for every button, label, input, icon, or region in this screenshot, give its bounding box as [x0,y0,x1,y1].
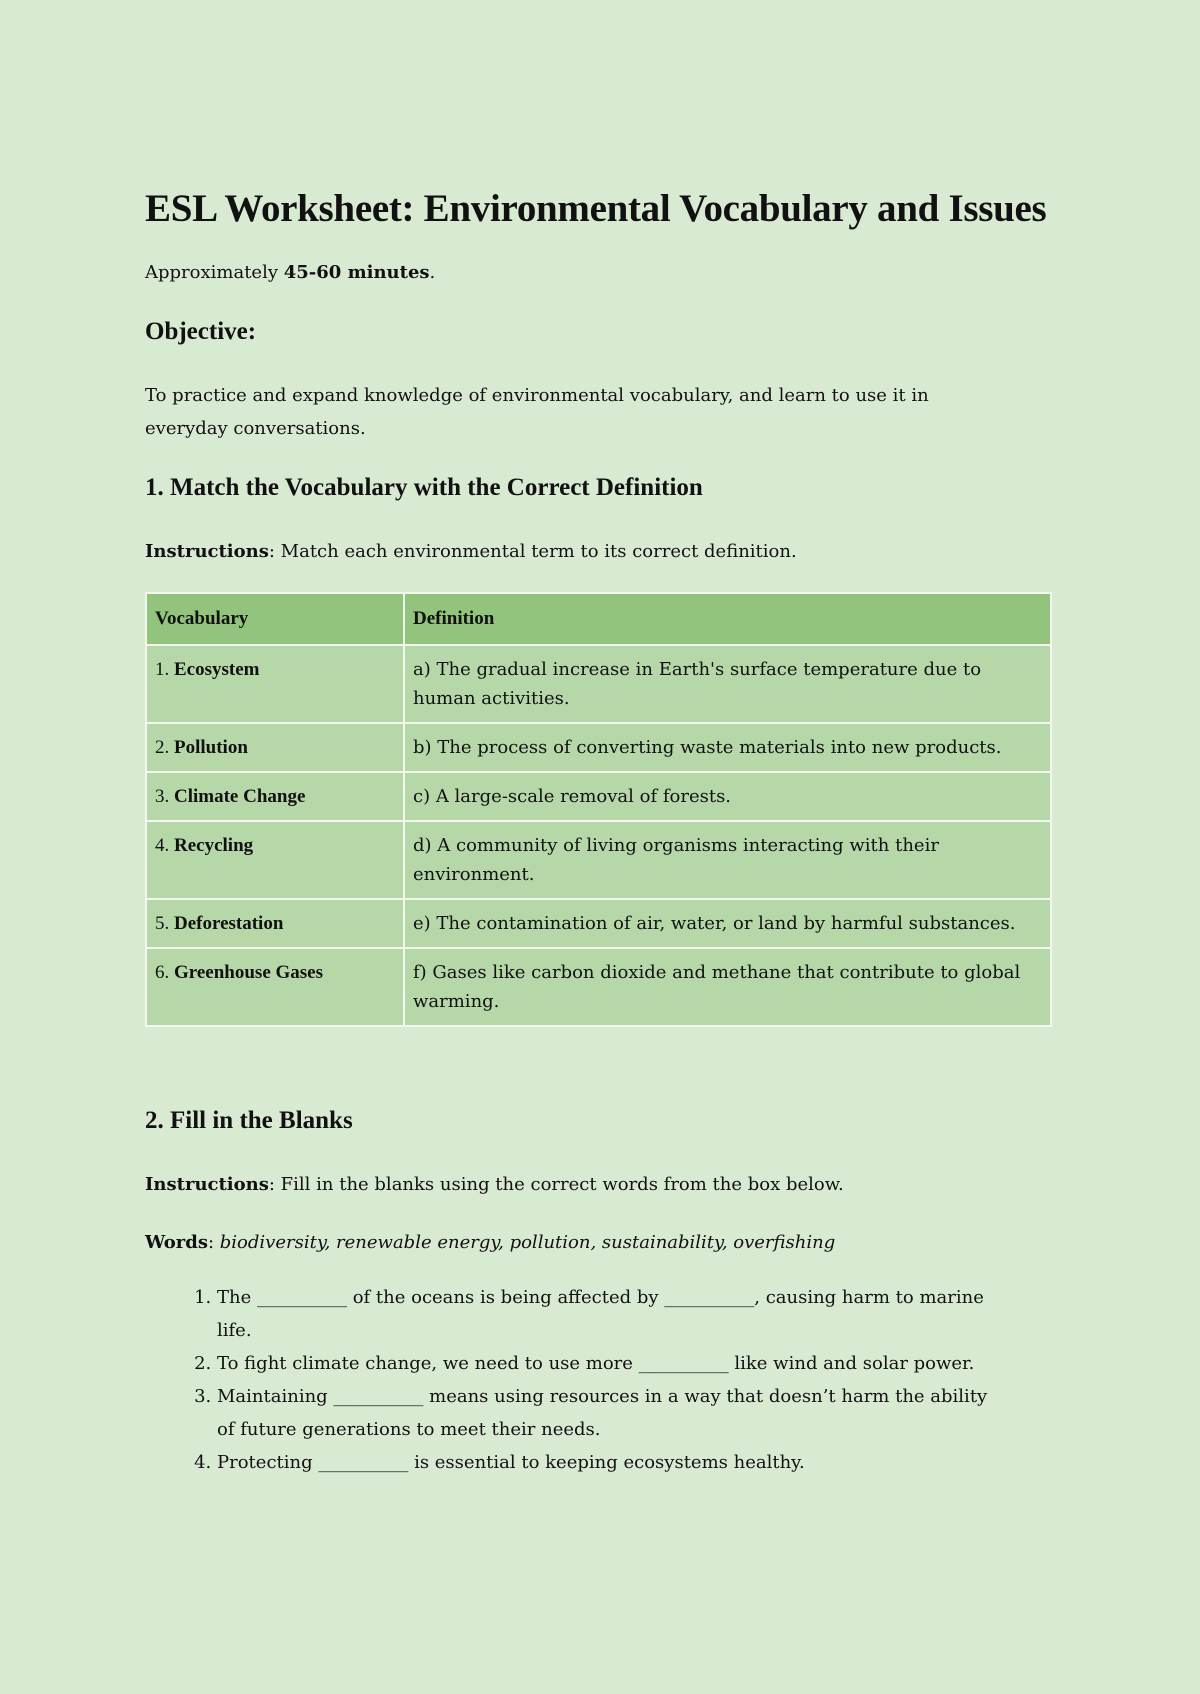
term-number: 6. [155,962,174,983]
table-row [146,821,1051,899]
section2-heading: 2. Fill in the Blanks [145,1107,353,1134]
duration-prefix: Approximately [145,262,284,283]
word-bank-label: Words [145,1232,208,1253]
section2-instructions-label: Instructions [145,1174,269,1195]
term-number: 4. [155,835,174,856]
term-name: Greenhouse Gases [174,962,324,983]
section1-instructions-label: Instructions [145,541,269,562]
duration-value: 45-60 minutes [283,262,430,283]
word-bank-separator: : [207,1232,220,1253]
term-number: 3. [155,786,174,807]
duration-line [145,256,435,289]
column-header-vocabulary: Vocabulary [146,593,404,645]
duration-suffix: . [429,262,436,283]
section1-heading: 1. Match the Vocabulary with the Correct Definition [145,474,703,501]
page-title: ESL Worksheet: Environmental Vocabulary and Issues [145,187,1047,230]
vocabulary-cell [146,899,404,948]
definition-cell: b) The process of converting waste materials into new products. [404,723,1051,772]
list-item: 2. To fight climate change, we need to use more __________ like wind and solar power. [217,1347,997,1380]
table-row [146,899,1051,948]
vocabulary-cell [146,772,404,821]
definition-cell: c) A large-scale removal of forests. [404,772,1051,821]
term-number: 2. [155,737,174,758]
definition-cell: f) Gases like carbon dioxide and methane that contribute to global warming. [404,948,1051,1026]
table-row [146,645,1051,723]
table-header-row [146,593,1051,645]
table-row [146,772,1051,821]
definition-cell: e) The contamination of air, water, or land by harmful substances. [404,899,1051,948]
vocabulary-cell [146,821,404,899]
definition-cell: a) The gradual increase in Earth's surface temperature due to human activities. [404,645,1051,723]
vocabulary-table [145,592,1052,1027]
table-row [146,723,1051,772]
objective-text: To practice and expand knowledge of environmental vocabulary, and learn to use it in everyday conversations. [145,385,929,439]
section1-instructions-text: : Match each environmental term to its correct definition. [268,541,797,562]
fill-in-list [145,1281,997,1479]
section2-instructions [145,1168,844,1201]
section1-instructions [145,535,797,568]
vocabulary-cell [146,723,404,772]
term-name: Pollution [174,737,248,758]
word-bank-words: biodiversity, renewable energy, pollution, sustainability, overfishing [219,1232,836,1253]
term-name: Ecosystem [174,659,260,680]
vocabulary-cell [146,645,404,723]
list-item: 4. Protecting __________ is essential to keeping ecosystems healthy. [217,1446,997,1479]
definition-cell: d) A community of living organisms interacting with their environment. [404,821,1051,899]
term-name: Recycling [174,835,254,856]
list-item: 1. The __________ of the oceans is being affected by __________, causing harm to marine life. [217,1281,997,1347]
list-item: 3. Maintaining __________ means using resources in a way that doesn’t harm the ability of future generations to meet their needs. [217,1380,997,1446]
objective-heading: Objective: [145,318,257,345]
section2-instructions-text: : Fill in the blanks using the correct words from the box below. [268,1174,844,1195]
table-row [146,948,1051,1026]
vocabulary-cell [146,948,404,1026]
term-number: 5. [155,913,174,934]
column-header-definition: Definition [404,593,1051,645]
term-name: Climate Change [174,786,306,807]
word-bank [145,1226,835,1259]
term-name: Deforestation [174,913,284,934]
term-number: 1. [155,659,174,680]
